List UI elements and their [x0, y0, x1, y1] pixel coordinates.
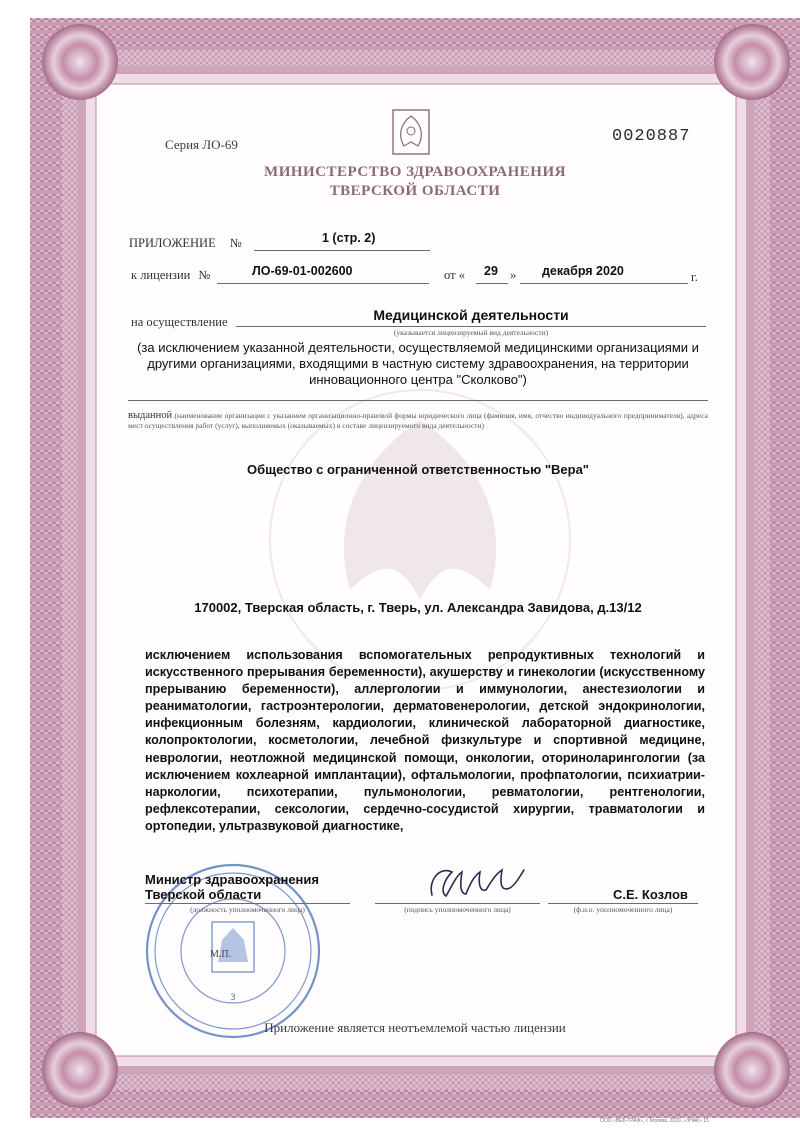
signature-underline: [375, 903, 540, 904]
series-label: Серия ЛО-69: [165, 137, 238, 152]
appendix-label: ПРИЛОЖЕНИЕ №: [129, 236, 242, 250]
corner-rosette: [42, 24, 118, 100]
appendix-underline: [254, 250, 430, 251]
license-number: ЛО-69-01-002600: [252, 264, 353, 278]
position-underline: [145, 903, 350, 904]
activity-list: исключением использования вспомогательных репродуктивных технологий и искусственного прерывания беременности), акушерству и гинекологии (искусственному прерыванию беременности), аллергологии и иммунологии, анестезиологии и реаниматологии, гастроэнтерологии, дерматовенерологии, детской эндокринологии, инфекционным болезням, кардиологии, клинической лабораторной диагностике, колопроктологии, косметологии, лечебной физкультуре и спортивной медицине, неврологии, неотложной медицинской помощи, онкологии, оториноларингологии (за исключением кохлеарной имплантации), офтальмологии, профпатологии, психиатрии-наркологии, психотерапии, пульмонологии, ревматологии, рентгенологии, рефлексотерапии, сексологии, сердечно-сосудистой хирургии, травматологии и ортопедии, ультразвуковой диагностике,: [145, 648, 705, 833]
organization-name: Общество с ограниченной ответственностью "Вера": [247, 462, 589, 477]
license-day: 29: [484, 264, 498, 278]
issued-caption: выданной (наименование организации с указанием организационно-правовой формы юридического лица (фамилия, имя, отчество индивидуального предпринимателя), адреса мест осуществления работ (услуг), выполняемых (оказываемых) в составе лицензируемого вида деятельности): [128, 410, 708, 430]
license-year-suffix: г.: [691, 270, 698, 284]
activity-caption: (указывается лицензируемый вид деятельности): [393, 328, 549, 337]
signatory-position: Министр здравоохранения Тверской области: [145, 872, 319, 902]
organization-address: 170002, Тверская область, г. Тверь, ул. Александра Завидова, д.13/12: [194, 600, 642, 615]
ministry-title-line2: ТВЕРСКОЙ ОБЛАСТИ: [329, 183, 501, 199]
activity-exclusion: (за исключением указанной деятельности, осуществляемой медицинскими организациями и другими организациями, входящими в частную систему здравоохранения, на территории инновационного центра "Сколково"): [137, 340, 699, 387]
name-caption: (ф.и.о. уполномоченного лица): [573, 905, 673, 914]
license-label: к лицензии №: [131, 268, 211, 282]
license-date-from: от «: [444, 268, 465, 282]
exclusion-underline: [128, 400, 708, 401]
signatory-name: С.Е. Козлов: [613, 887, 688, 902]
appendix-number: 1 (стр. 2): [322, 231, 376, 245]
corner-rosette: [42, 1032, 118, 1108]
license-day-underline: [476, 283, 508, 284]
license-month-year: декабря 2020: [542, 264, 624, 278]
activity-value: Медицинской деятельности: [373, 307, 569, 323]
activity-underline: [236, 326, 706, 327]
license-month-underline: [520, 283, 688, 284]
form-number: 0020887: [612, 127, 691, 146]
corner-rosette: [714, 1032, 790, 1108]
ministry-title: [200, 163, 630, 201]
stamp-placeholder: М.П.: [210, 949, 232, 960]
ministry-title-line1: МИНИСТЕРСТВО ЗДРАВООХРАНЕНИЯ: [264, 164, 566, 180]
license-number-underline: [217, 283, 429, 284]
signature-caption: (подпись уполномоченного лица): [404, 905, 511, 914]
svg-text:3: 3: [230, 993, 236, 1003]
printer-mark: ООО «ВЕБ-ГРАФ», г. Москва, 2020, «ЗНАК» 15: [600, 1118, 709, 1124]
footer-note: Приложение является неотъемлемой частью лицензии: [264, 1020, 566, 1035]
activity-label: на осуществление: [131, 315, 228, 329]
name-underline: [548, 903, 698, 904]
position-caption: (должность уполномоченного лица): [190, 905, 305, 914]
corner-rosette: [714, 24, 790, 100]
license-quote-close: »: [510, 268, 517, 282]
